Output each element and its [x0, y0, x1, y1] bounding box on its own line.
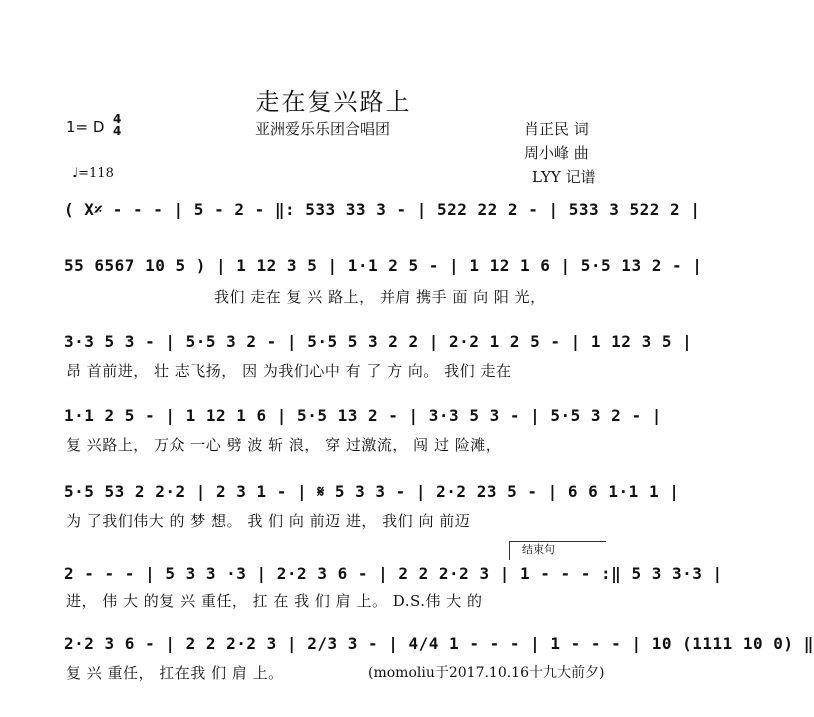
score-line: 55 6567 10 5 ) | 1 12 3 5 | 1·1 2 5 - | 1 12 1 6 | 5·5 13 2 - |	[64, 256, 703, 275]
transcriber-credit: LYY 记谱	[532, 168, 596, 186]
key-signature: 1= D	[66, 118, 105, 136]
lyric-line: 我们 走在 复 兴 路上， 并肩 携手 面 向 阳 光，	[214, 288, 546, 306]
lyric-line: 复 兴路上， 万众 一心 劈 波 斩 浪， 穿 过激流， 闯 过 险滩，	[66, 436, 502, 454]
lyric-line: 进， 伟 大 的复 兴 重任， 扛 在 我 们 肩 上。 D.S.伟 大 的	[66, 592, 483, 610]
score-line: 2·2 3 6 - | 2 2 2·2 3 | 2/3 3 - | 4/4 1 - - - | 1 - - - | 10 (1111 10 0) ‖	[64, 634, 814, 653]
composer-credit: 周小峰 曲	[524, 144, 589, 162]
score-line: ( X𝄎 - - - | 5 - 2 - ‖: 533 33 3 - | 522 22 2 - | 533 3 522 2 |	[64, 200, 701, 219]
lyricist-credit: 肖正民 词	[524, 120, 589, 138]
score-line: 3·3 5 3 - | 5·5 3 2 - | 5·5 5 3 2 2 | 2·2 1 2 5 - | 1 12 3 5 |	[64, 332, 693, 351]
lyric-line: 昂 首前进， 壮 志飞扬， 因 为我们心中 有 了 方 向。 我们 走在	[66, 362, 512, 380]
performer: 亚洲爱乐乐团合唱团	[255, 120, 391, 138]
score-line: 2 - - - | 5 3 3 ·3 | 2·2 3 6 - | 2 2 2·2 3 | 1 - - - :‖ 5 3 3·3 |	[64, 564, 723, 583]
song-title: 走在复兴路上	[255, 88, 412, 116]
lyric-line: 复 兴 重任， 扛在我 们 肩 上。	[66, 664, 284, 682]
time-signature	[113, 113, 121, 137]
score-line: 5·5 53 2 2·2 | 2 3 1 - | 𝄋 5 3 3 - | 2·2 23 5 - | 6 6 1·1 1 |	[64, 482, 680, 501]
score-line: 1·1 2 5 - | 1 12 1 6 | 5·5 13 2 - | 3·3 5 3 - | 5·5 3 2 - |	[64, 406, 662, 425]
tempo-marking: ♩=118	[72, 166, 114, 181]
ending-label: 结束句	[522, 543, 555, 556]
footnote: (momoliu于2017.10.16十九大前夕)	[368, 665, 605, 681]
meter-top: 4	[113, 112, 122, 126]
lyric-line: 为 了我们伟大 的 梦 想。 我 们 向 前迈 进， 我们 向 前迈	[66, 512, 471, 530]
meter-bottom: 4	[113, 124, 122, 138]
